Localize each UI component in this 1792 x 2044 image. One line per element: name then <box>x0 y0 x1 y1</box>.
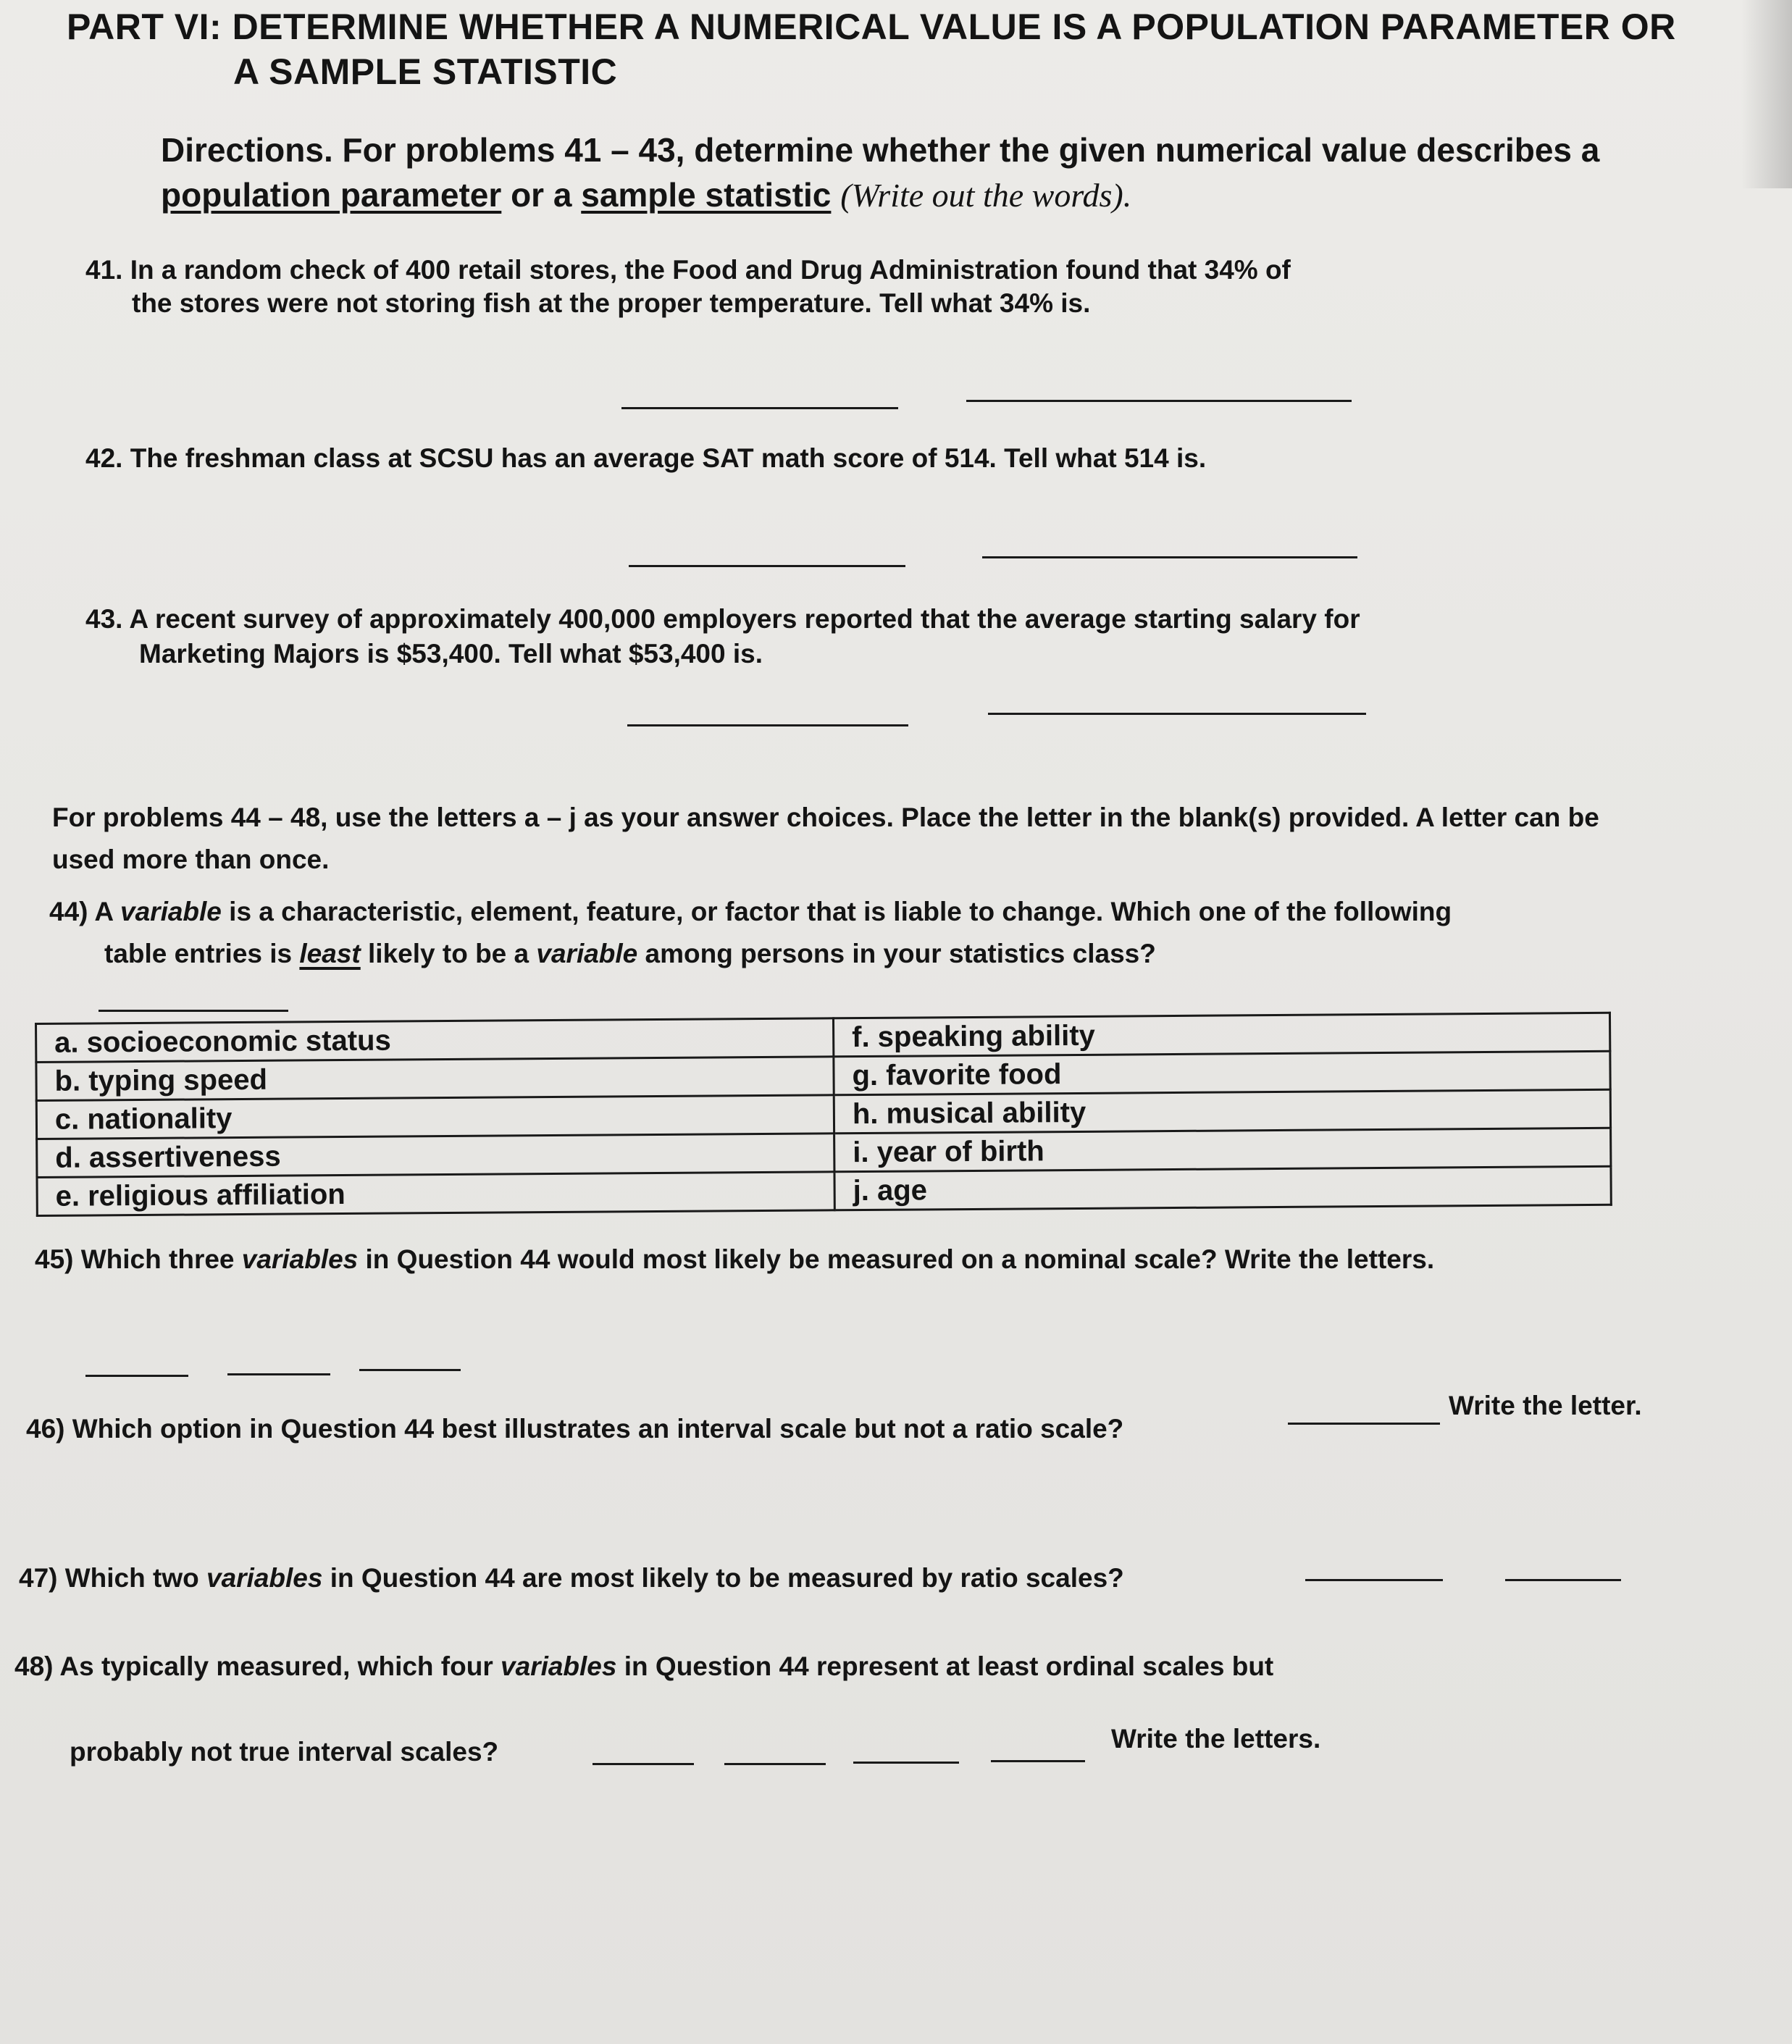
q48-line1 <box>14 1651 1273 1682</box>
q42-line1: 42. The freshman class at SCSU has an average SAT math score of 514. Tell what 514 is. <box>85 443 1207 473</box>
q44-line2 <box>104 939 1156 969</box>
q44-text-a: 44) A <box>49 897 121 926</box>
table-cell-b: b. typing speed <box>36 1057 834 1101</box>
table-cell-e: e. religious affiliation <box>37 1172 834 1216</box>
q44-term-least: least <box>299 939 361 968</box>
q41-line2: the stores were not storing fish at the proper temperature. Tell what 34% is. <box>132 288 1091 318</box>
q44-line1 <box>49 897 1452 927</box>
page-edge-shadow <box>1741 0 1792 188</box>
q45-text-b: in Question 44 would most likely be measured on a nominal scale? Write the letters. <box>358 1244 1435 1274</box>
q45-line <box>35 1244 1434 1275</box>
table-cell-f: f. speaking ability <box>833 1013 1609 1056</box>
q48-answer-blank-2[interactable] <box>724 1763 826 1765</box>
q43-line1: 43. A recent survey of approximately 400,000 employers reported that the average starting salary for <box>85 604 1360 634</box>
term-sample-statistic: sample statistic <box>581 176 832 214</box>
q44-text-c: table entries is <box>104 939 300 968</box>
directions-line1: Directions. For problems 41 – 43, determine whether the given numerical value describes a <box>161 131 1600 169</box>
q42-answer-blank-1[interactable] <box>629 565 905 567</box>
directions-connector: or a <box>501 176 582 214</box>
instructions-44-48-line2: used more than once. <box>52 845 330 874</box>
q44-term-variable-2: variable <box>536 939 638 968</box>
q47-term-variables: variables <box>206 1563 323 1593</box>
table-cell-j: j. age <box>834 1166 1611 1210</box>
q48-answer-blank-4[interactable] <box>991 1760 1085 1762</box>
directions-line2 <box>161 175 1131 214</box>
q48-line2: probably not true interval scales? <box>70 1737 499 1767</box>
q46-tail: Write the letter. <box>1449 1391 1642 1420</box>
q41-answer-blank-1[interactable] <box>621 407 898 409</box>
q46-line: 46) Which option in Question 44 best illustrates an interval scale but not a ratio scale? <box>26 1414 1124 1444</box>
q48-answer-blank-3[interactable] <box>853 1762 959 1764</box>
section-title-line1: PART VI: DETERMINE WHETHER A NUMERICAL VALUE IS A POPULATION PARAMETER OR <box>67 7 1676 47</box>
q46-answer-blank[interactable] <box>1288 1423 1440 1425</box>
q48-tail: Write the letters. <box>1111 1724 1321 1754</box>
q45-term-variables: variables <box>241 1244 359 1274</box>
q44-text-d: likely to be a <box>360 939 537 968</box>
directions-note: (Write out the words). <box>840 177 1132 214</box>
q41-line1: 41. In a random check of 400 retail stores, the Food and Drug Administration found that 34% of <box>85 255 1291 285</box>
table-cell-c: c. nationality <box>36 1095 834 1139</box>
variables-table <box>35 1012 1612 1217</box>
q47-text-a: 47) Which two <box>19 1563 206 1593</box>
table-cell-i: i. year of birth <box>834 1128 1611 1171</box>
q43-answer-blank-2[interactable] <box>988 713 1366 715</box>
q48-answer-blank-1[interactable] <box>593 1763 694 1765</box>
q44-answer-blank[interactable] <box>99 1010 288 1012</box>
q43-line2: Marketing Majors is $53,400. Tell what $53,400 is. <box>139 639 763 669</box>
q45-text-a: 45) Which three <box>35 1244 242 1274</box>
table-cell-g: g. favorite food <box>834 1051 1610 1094</box>
q47-answer-blank-2[interactable] <box>1505 1579 1621 1581</box>
table-cell-a: a. socioeconomic status <box>36 1018 834 1063</box>
q45-answer-blank-2[interactable] <box>227 1373 330 1375</box>
q45-answer-blank-1[interactable] <box>85 1375 188 1377</box>
q45-answer-blank-3[interactable] <box>359 1369 461 1371</box>
term-population-parameter: population parameter <box>161 176 502 214</box>
q43-answer-blank-1[interactable] <box>627 724 908 726</box>
q44-text-e: among persons in your statistics class? <box>637 939 1156 968</box>
q44-text-b: is a characteristic, element, feature, or factor that is liable to change. Which one of the following <box>221 897 1452 926</box>
q41-answer-blank-2[interactable] <box>966 400 1352 402</box>
q47-answer-blank-1[interactable] <box>1305 1579 1443 1581</box>
q48-text-b: in Question 44 represent at least ordinal scales but <box>616 1651 1274 1681</box>
q47-text-b: in Question 44 are most likely to be measured by ratio scales? <box>322 1563 1124 1593</box>
q42-answer-blank-2[interactable] <box>982 556 1357 558</box>
q48-text-a: 48) As typically measured, which four <box>14 1651 501 1681</box>
q44-term-variable: variable <box>120 897 222 926</box>
q47-line <box>19 1563 1124 1593</box>
section-title-line2: A SAMPLE STATISTIC <box>233 51 618 92</box>
table-cell-d: d. assertiveness <box>37 1134 834 1178</box>
table-cell-h: h. musical ability <box>834 1089 1610 1133</box>
q48-term-variables: variables <box>501 1651 617 1681</box>
instructions-44-48-line1: For problems 44 – 48, use the letters a – j as your answer choices. Place the letter in the blank(s) provided. A letter can be <box>52 803 1599 832</box>
